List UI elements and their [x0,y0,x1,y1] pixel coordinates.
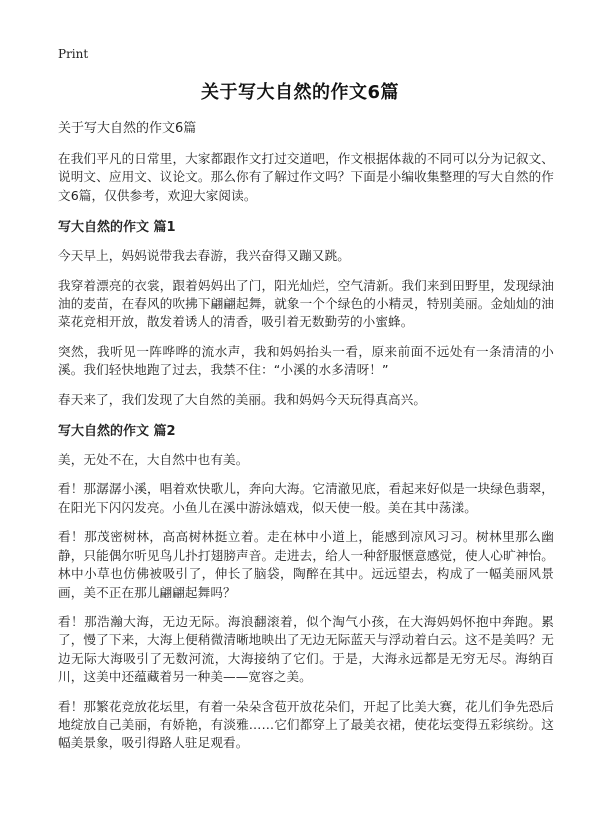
paragraph: 今天早上，妈妈说带我去春游，我兴奋得又蹦又跳。 [58,248,350,264]
paragraph: 春天来了，我们发现了大自然的美丽。我和妈妈今天玩得真高兴。 [58,391,427,407]
paragraph: 看！那繁花竞放花坛里，有着一朵朵含苞开放花朵们，开起了比美大赛，花儿们争先恐后地绽放自己美丽，有娇艳，有淡雅……它们都穿上了最美衣裙，使花坛变得五彩缤纷。这幅美景象，吸引得路人驻足观看。 [58,698,554,751]
print-link[interactable]: Print [58,47,89,61]
paragraph: 我穿着漂亮的衣裳，跟着妈妈出了门，阳光灿烂，空气清新。我们来到田野里，发现绿油油的麦苗，在春风的吹拂下翩翩起舞，就象一个个绿色的小精灵，特别美丽。金灿灿的油菜花竞相开放，散发着诱人的清香，吸引着无数勤劳的小蜜蜂。 [58,277,554,330]
article-body [58,120,554,764]
section-heading-2: 写大自然的作文 篇2 [58,424,176,440]
paragraph: 突然，我听见一阵哗哗的流水声，我和妈妈抬头一看，原来前面不远处有一条清清的小溪。我们轻快地跑了过去，我禁不住：“小溪的水多清呀！” [58,343,554,378]
paragraph: 看！那浩瀚大海，无边无际。海浪翻滚着，似个淘气小孩，在大海妈妈怀抱中奔跑。累了，慢了下来，大海上便稍微清晰地映出了无边无际蓝天与浮动着白云。这不是美吗？无边无际大海吸引了无数河流，大海接纳了它们。于是，大海永远都是无穷无尽。海纳百川，这美中还蕴藏着另一种美——宽容之美。 [58,613,554,685]
section-heading-1: 写大自然的作文 篇1 [58,220,176,236]
page-title: 关于写大自然的作文6篇 [200,82,400,103]
paragraph: 看！那潺潺小溪，唱着欢快歌儿，奔向大海。它清澈见底，看起来好似是一块绿色翡翠，在阳光下闪闪发亮。小鱼儿在溪中游泳嬉戏，似天使一般。美在其中荡漾。 [58,481,554,515]
paragraph: 美，无处不在，大自然中也有美。 [58,452,249,468]
paragraph: 看！那茂密树林，高高树林挺立着。走在林中小道上，能感到凉风习习。树林里那么幽静，只能偶尔听见鸟儿扑打翅膀声音。走进去，给人一种舒服惬意感觉，使人心旷神怡。林中小草也仿佛被吸引了，伸长了脑袋，陶醉在其中。远远望去，构成了一幅美丽风景画，美不正在那儿翩翩起舞吗？ [58,529,554,600]
article-subtitle: 关于写大自然的作文6篇 [58,121,197,136]
intro-paragraph: 在我们平凡的日常里，大家都跟作文打过交道吧，作文根据体裁的不同可以分为记叙文、说明文、应用文、议论文。那么你有了解过作文吗？下面是小编收集整理的写大自然的作文6篇，仅供参考，欢迎大家阅读。 [58,151,554,203]
